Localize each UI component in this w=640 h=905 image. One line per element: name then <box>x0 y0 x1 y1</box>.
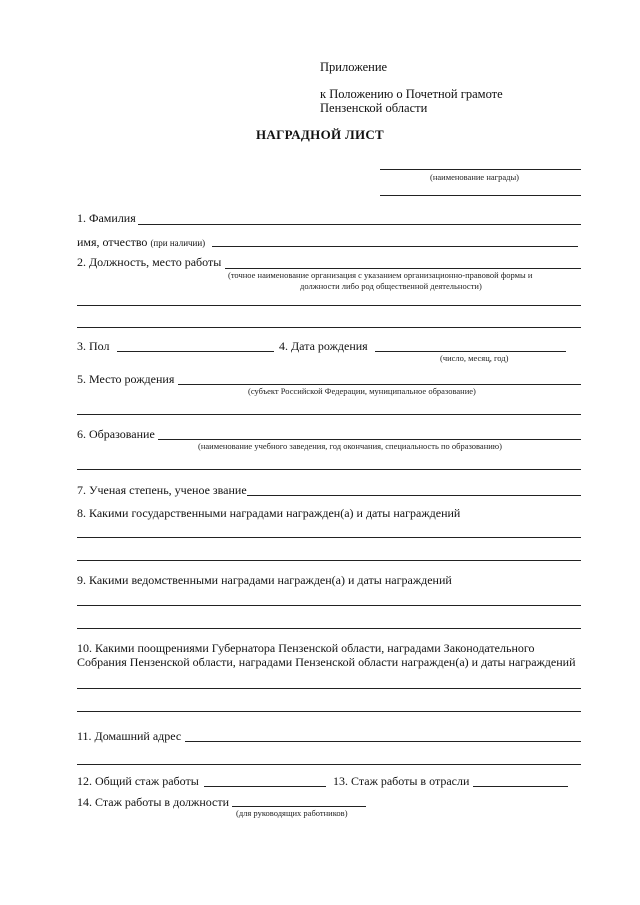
home-address-label: 11. Домашний адрес <box>77 729 182 743</box>
position-caption-2: должности либо род общественной деятельности) <box>300 281 482 291</box>
name-patronymic-hint: (при наличии) <box>150 238 206 248</box>
name-patronymic-field[interactable] <box>212 246 578 247</box>
regional-awards-label-1: 10. Какими поощрениями Губернатора Пензенской области, наградами Законодательного <box>77 641 535 655</box>
state-awards-field-2[interactable] <box>77 560 581 561</box>
gender-label: 3. Пол <box>77 339 110 353</box>
surname-field[interactable] <box>138 224 581 225</box>
total-experience-field[interactable] <box>204 786 326 787</box>
position-field-line-3[interactable] <box>77 327 581 328</box>
state-awards-field-1[interactable] <box>77 537 581 538</box>
degree-label: 7. Ученая степень, ученое звание <box>77 483 247 497</box>
appendix-ref-line1: к Положению о Почетной грамоте <box>320 87 503 101</box>
page-title: НАГРАДНОЙ ЛИСТ <box>256 127 385 142</box>
appendix-ref-line2: Пензенской области <box>320 101 428 115</box>
regional-awards-field-1[interactable] <box>77 688 581 689</box>
education-field-line-2[interactable] <box>77 469 581 470</box>
position-field-line-2[interactable] <box>77 305 581 306</box>
birthdate-field[interactable] <box>375 351 566 352</box>
position-field[interactable] <box>225 268 581 269</box>
home-address-field[interactable] <box>185 741 581 742</box>
award-name-line[interactable] <box>380 169 581 170</box>
award-name-line-2[interactable] <box>380 195 581 196</box>
name-patronymic-label <box>77 235 205 250</box>
departmental-awards-label: 9. Какими ведомственными наградами награжден(а) и даты награждений <box>77 573 452 587</box>
award-name-caption: (наименование награды) <box>430 172 520 182</box>
name-patronymic-text: имя, отчество <box>77 235 148 249</box>
industry-experience-label: 13. Стаж работы в отрасли <box>333 774 470 788</box>
gender-field[interactable] <box>117 351 274 352</box>
total-experience-label: 12. Общий стаж работы <box>77 774 199 788</box>
birthplace-field[interactable] <box>178 384 581 385</box>
birthdate-label: 4. Дата рождения <box>279 339 368 353</box>
education-caption: (наименование учебного заведения, год окончания, специальность по образованию) <box>198 441 502 451</box>
birthplace-field-line-2[interactable] <box>77 414 581 415</box>
position-experience-field[interactable] <box>232 806 366 807</box>
industry-experience-field[interactable] <box>473 786 568 787</box>
appendix-label: Приложение <box>320 60 388 74</box>
state-awards-label: 8. Какими государственными наградами награжден(а) и даты награждений <box>77 506 461 520</box>
degree-field[interactable] <box>247 495 581 496</box>
birthplace-label: 5. Место рождения <box>77 372 175 386</box>
education-field[interactable] <box>158 439 581 440</box>
position-experience-label: 14. Стаж работы в должности <box>77 795 230 809</box>
departmental-awards-field-2[interactable] <box>77 628 581 629</box>
home-address-field-line-2[interactable] <box>77 764 581 765</box>
surname-label: 1. Фамилия <box>77 211 136 225</box>
birthplace-caption: (субъект Российской Федерации, муниципальное образование) <box>248 386 476 396</box>
departmental-awards-field-1[interactable] <box>77 605 581 606</box>
position-experience-caption: (для руководящих работников) <box>236 808 348 818</box>
birthdate-caption: (число, месяц, год) <box>440 353 509 363</box>
position-caption-1: (точное наименование организация с указанием организационно-правовой формы и <box>228 270 533 280</box>
education-label: 6. Образование <box>77 427 155 441</box>
regional-awards-label-2: Собрания Пензенской области, наградами Пензенской области награжден(а) и даты награждений <box>77 655 576 669</box>
position-label: 2. Должность, место работы <box>77 255 222 269</box>
regional-awards-field-2[interactable] <box>77 711 581 712</box>
